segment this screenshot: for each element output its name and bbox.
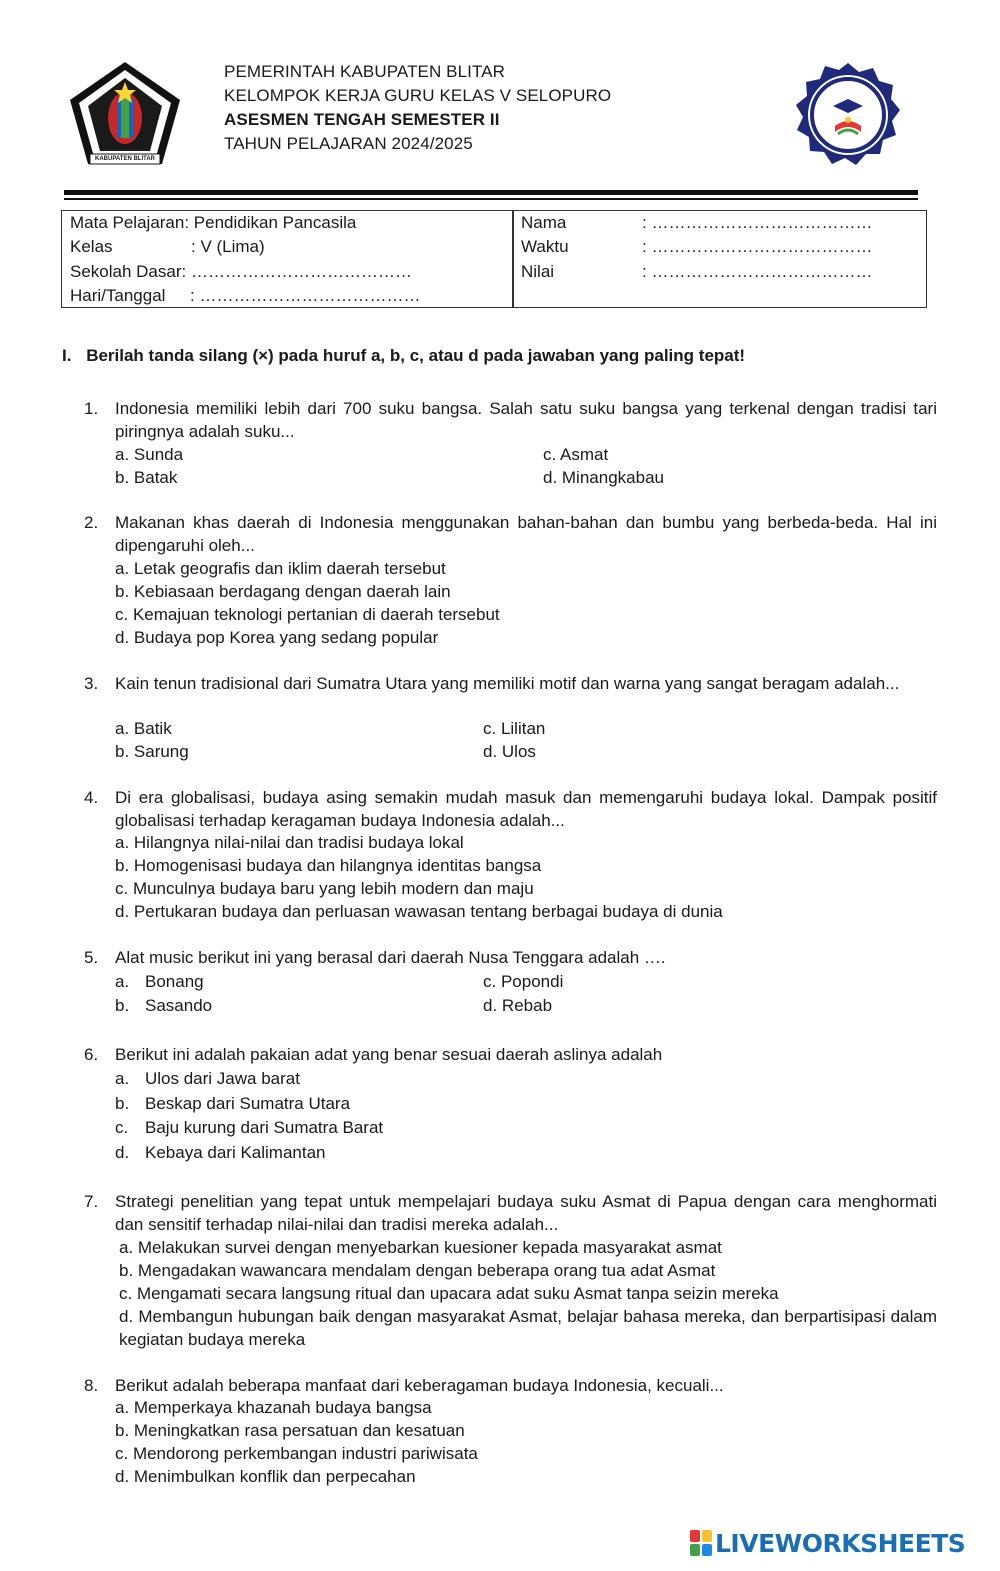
- option-letter: d.: [115, 1143, 130, 1162]
- option-letter: c.: [483, 972, 497, 991]
- q5-option-b[interactable]: [115, 994, 212, 1017]
- question-5: [84, 946, 937, 969]
- header-rule-thick: [64, 190, 918, 195]
- class-label: Kelas: [70, 237, 113, 256]
- q7-option-c[interactable]: c. Mengamati secara langsung ritual dan upacara adat suku Asmat tanpa seizin mereka: [119, 1284, 779, 1303]
- question-number: 4.: [84, 788, 99, 807]
- option-letter: c.: [115, 1118, 129, 1137]
- question-text: Kain tenun tradisional dari Sumatra Utara yang memiliki motif dan warna yang sangat beragam adalah...: [115, 674, 900, 693]
- question-number: 8.: [84, 1376, 99, 1395]
- question-text: Strategi penelitian yang tepat untuk mempelajari budaya suku Asmat di Papua dengan cara menghormati dan sensitif terhadap nilai-nilai dan tradisi mereka adalah...: [115, 1192, 937, 1234]
- question-3: [84, 672, 937, 695]
- option-text: Baju kurung dari Sumatra Barat: [145, 1118, 384, 1137]
- q1-option-b[interactable]: b. Batak: [115, 468, 178, 487]
- q5-option-c[interactable]: [483, 970, 563, 993]
- question-text: Berikut ini adalah pakaian adat yang benar sesuai daerah aslinya adalah: [115, 1045, 663, 1064]
- q3-option-d[interactable]: d. Ulos: [483, 742, 536, 761]
- time-field[interactable]: : …………………………………: [642, 237, 873, 256]
- letterhead: [224, 60, 611, 156]
- liveworksheets-logo-icon: [690, 1530, 712, 1556]
- question-6: [84, 1043, 937, 1066]
- q3-option-a[interactable]: a. Batik: [115, 719, 172, 738]
- header-line-1: PEMERINTAH KABUPATEN BLITAR: [224, 62, 506, 81]
- instruction-text: Berilah tanda silang (×) pada huruf a, b, c, atau d pada jawaban yang paling tepat!: [86, 346, 746, 365]
- option-text: Ulos dari Jawa barat: [145, 1069, 300, 1088]
- q6-option-c[interactable]: [115, 1116, 383, 1139]
- option-letter: d.: [483, 996, 498, 1015]
- option-text: Beskap dari Sumatra Utara: [145, 1094, 351, 1113]
- question-text: Di era globalisasi, budaya asing semakin mudah masuk dan memengaruhi budaya lokal. Dampak positif globalisasi terhadap keragaman budaya Indonesia adalah...: [115, 788, 937, 830]
- q8-option-b[interactable]: b. Meningkatkan rasa persatuan dan kesatuan: [115, 1421, 465, 1440]
- q8-option-c[interactable]: c. Mendorong perkembangan industri pariwisata: [115, 1444, 478, 1463]
- regency-emblem-icon: [66, 58, 184, 170]
- school-field[interactable]: Sekolah Dasar: …………………………………: [70, 262, 412, 281]
- score-label: Nilai: [521, 262, 555, 281]
- option-letter: b.: [115, 996, 130, 1015]
- question-2: [84, 511, 937, 557]
- q5-option-a[interactable]: [115, 970, 204, 993]
- header-line-2: KELOMPOK KERJA GURU KELAS V SELOPURO: [224, 86, 612, 105]
- q7-option-b[interactable]: b. Mengadakan wawancara mendalam dengan beberapa orang tua adat Asmat: [119, 1261, 716, 1280]
- q3-option-b[interactable]: b. Sarung: [115, 742, 189, 761]
- q7-option-d[interactable]: d. Membangun hubungan baik dengan masyarakat Asmat, belajar bahasa mereka, dan berpartisipasi dalam kegiatan budaya mereka: [119, 1307, 937, 1349]
- subject-field: Mata Pelajaran: Pendidikan Pancasila: [70, 213, 357, 232]
- q4-option-d[interactable]: d. Pertukaran budaya dan perluasan wawasan tentang berbagai budaya di dunia: [115, 902, 723, 921]
- question-8: [84, 1374, 937, 1397]
- question-7: [84, 1190, 937, 1236]
- q7-option-a[interactable]: a. Melakukan survei dengan menyebarkan kuesioner kepada masyarakat asmat: [119, 1238, 722, 1257]
- section-numeral: I.: [62, 346, 72, 365]
- q4-option-c[interactable]: c. Munculnya budaya baru yang lebih modern dan maju: [115, 879, 534, 898]
- name-label: Nama: [521, 213, 567, 232]
- option-text: Bonang: [145, 972, 204, 991]
- question-number: 6.: [84, 1045, 99, 1064]
- question-text: Alat music berikut ini yang berasal dari daerah Nusa Tenggara adalah ….: [115, 948, 666, 967]
- q1-option-a[interactable]: a. Sunda: [115, 445, 184, 464]
- q1-option-d[interactable]: d. Minangkabau: [543, 468, 664, 487]
- option-text: Popondi: [500, 972, 564, 991]
- question-number: 7.: [84, 1192, 99, 1211]
- q4-option-a[interactable]: a. Hilangnya nilai-nilai dan tradisi budaya lokal: [115, 833, 464, 852]
- q1-option-c[interactable]: c. Asmat: [543, 445, 609, 464]
- day-date-field[interactable]: : …………………………………: [190, 286, 421, 305]
- option-text: Rebab: [501, 996, 553, 1015]
- score-field[interactable]: : …………………………………: [642, 262, 873, 281]
- header-rule-thin: [64, 198, 918, 200]
- question-number: 2.: [84, 513, 99, 532]
- header-line-4: TAHUN PELAJARAN 2024/2025: [224, 134, 473, 153]
- identity-box: [61, 210, 927, 308]
- option-text: Kebaya dari Kalimantan: [145, 1143, 326, 1162]
- watermark-text: LIVEWORKSHEETS: [715, 1528, 966, 1558]
- option-letter: a.: [115, 1069, 130, 1088]
- name-field[interactable]: : …………………………………: [642, 213, 873, 232]
- question-1: [84, 397, 937, 443]
- option-text: Sasando: [145, 996, 213, 1015]
- q8-option-d[interactable]: d. Menimbulkan konflik dan perpecahan: [115, 1467, 416, 1486]
- question-number: 5.: [84, 948, 99, 967]
- q3-option-c[interactable]: c. Lilitan: [483, 719, 546, 738]
- q4-option-b[interactable]: b. Homogenisasi budaya dan hilangnya identitas bangsa: [115, 856, 542, 875]
- q2-option-c[interactable]: c. Kemajuan teknologi pertanian di daerah tersebut: [115, 605, 500, 624]
- question-text: Berikut adalah beberapa manfaat dari keberagaman budaya Indonesia, kecuali...: [115, 1376, 724, 1395]
- q6-option-d[interactable]: [115, 1141, 326, 1164]
- question-4: [84, 786, 937, 832]
- q8-option-a[interactable]: a. Memperkaya khazanah budaya bangsa: [115, 1398, 432, 1417]
- identity-divider: [512, 211, 514, 307]
- q2-option-b[interactable]: b. Kebiasaan berdagang dengan daerah lain: [115, 582, 451, 601]
- logo-left-caption: KABUPATEN BLITAR: [95, 156, 155, 162]
- class-value: : V (Lima): [191, 237, 265, 256]
- question-text: Indonesia memiliki lebih dari 700 suku bangsa. Salah satu suku bangsa yang terkenal dengan tradisi tari piringnya adalah suku...: [115, 399, 937, 441]
- q6-option-b[interactable]: [115, 1092, 350, 1115]
- liveworksheets-watermark: [690, 1526, 965, 1560]
- q2-option-d[interactable]: d. Budaya pop Korea yang sedang popular: [115, 628, 439, 647]
- option-letter: a.: [115, 972, 130, 991]
- day-date-label: Hari/Tanggal: [70, 286, 166, 305]
- question-text: Makanan khas daerah di Indonesia menggunakan bahan-bahan dan bumbu yang berbeda-beda. Hal ini dipengaruhi oleh...: [115, 513, 937, 555]
- option-letter: b.: [115, 1094, 130, 1113]
- kkg-emblem-icon: [793, 60, 903, 170]
- q5-option-d[interactable]: [483, 994, 552, 1017]
- q2-option-a[interactable]: a. Letak geografis dan iklim daerah tersebut: [115, 559, 446, 578]
- q6-option-a[interactable]: [115, 1067, 300, 1090]
- question-number: 1.: [84, 399, 99, 418]
- question-number: 3.: [84, 674, 99, 693]
- time-label: Waktu: [521, 237, 569, 256]
- section-instruction: [62, 346, 745, 366]
- header-line-3: ASESMEN TENGAH SEMESTER II: [224, 110, 500, 129]
